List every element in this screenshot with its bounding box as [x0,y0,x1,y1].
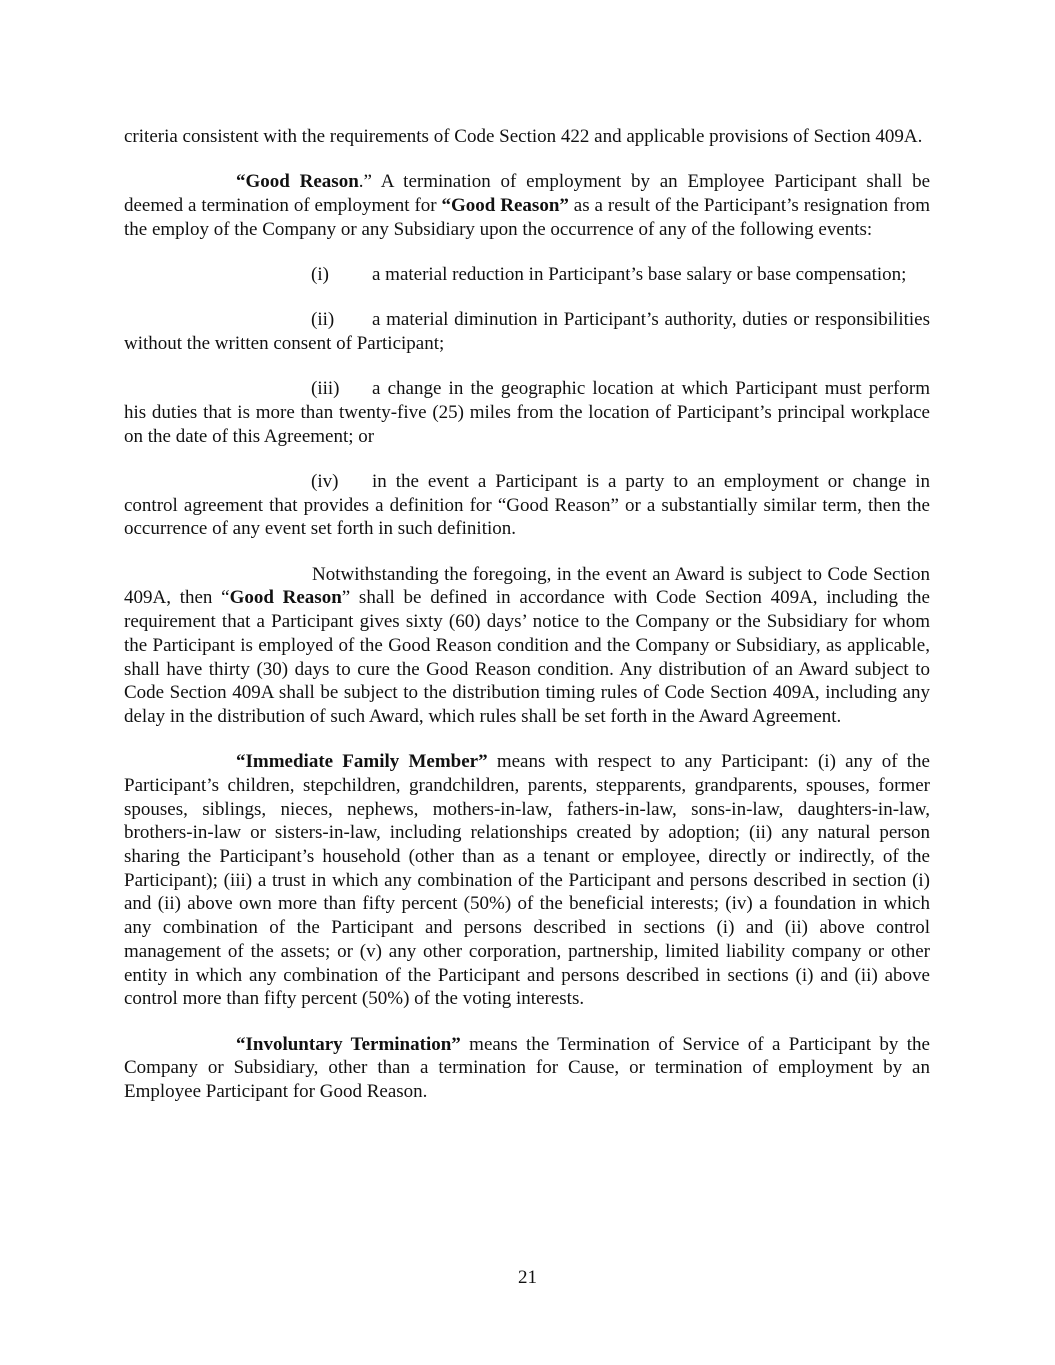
continuation-paragraph: criteria consistent with the requirements of Code Section 422 and applicable provisions of Section 409A. [124,126,923,147]
item-number: (ii) [311,309,335,331]
notwithstanding-term: Good Reason [229,587,342,609]
item-text: a material reduction in Participant’s base salary or base compensation; [372,264,907,285]
immediate-family-text: means with respect to any Participant: (i) any of the Participant’s children, stepchildren, grandchildren, parents, stepparents, grandparents, spouses, former spouses, siblings, nieces, nephews, mothers-in-law, fathers-in-law, sons-in-law, daughters-in-law, brothers-in-law or sisters-in-law, including relationships created by adoption; (ii) any natural person sharing the Participant’s household (other than as a tenant or employee, directly or indirectly, of the Participant); (iii) a trust in which any combination of the Participant and persons described in section (i) and (ii) above own more than fifty percent (50%) of the beneficial interests; (iv) a foundation in which any combination of the Participant and persons described in sections (i) and (ii) above control management of the assets; or (v) any other corporation, partnership, limited liability company or other entity in which any combination of the Participant and persons described in sections (i) and (ii) above control more than fifty percent (50%) of the voting interests. [124,751,930,1010]
notwithstanding-paragraph [124,563,930,729]
good-reason-text-2: as a result of the Participant’s resignation from the employ of the Company or any Subsidiary upon the occurrence of any of the following events: [124,195,930,240]
good-reason-item-iv [124,470,930,541]
item-number: (iii) [311,378,340,400]
immediate-family-definition [124,750,930,1011]
involuntary-termination-definition [124,1033,930,1104]
good-reason-term-2: “Good Reason” [441,195,569,216]
item-text: a material diminution in Participant’s authority, duties or responsibilities without the written consent of Participant; [124,309,930,354]
good-reason-item-ii [124,308,930,355]
document-body [124,125,930,1104]
item-text: a change in the geographic location at which Participant must perform his duties that is more than twenty-five (25) miles from the location of Participant’s principal workplace on the date of this Agreement; or [124,378,930,447]
good-reason-text-1: .” A termination of employment by an Employee Participant shall be deemed a termination of employment for [124,171,930,216]
good-reason-item-i [124,263,930,287]
page-number: 21 [518,1267,537,1288]
item-text: in the event a Participant is a party to an employment or change in control agreement that provides a definition for “Good Reason” or a substantially similar term, then the occurrence of any event set forth in such definition. [124,471,930,540]
good-reason-definition [124,170,930,241]
immediate-family-term: “Immediate Family Member” [236,751,488,773]
item-number: (iv) [311,471,339,492]
good-reason-term: “Good Reason [236,171,359,193]
notwithstanding-text-2: ” shall be defined in accordance with Code Section 409A, including the requirement that a Participant gives sixty (60) days’ notice to the Company or the Subsidiary for whom the Participant is employed of the Good Reason condition and the Company or Subsidiary, as applicable, shall have thirty (30) days to cure the Good Reason condition. Any distribution of an Award subject to Code Section 409A shall be subject to the distribution timing rules of Code Section 409A, including any delay in the distribution of such Award, which rules shall be set forth in the Award Agreement. [124,587,930,727]
notwithstanding-text-1: Notwithstanding the foregoing, in the event an Award is subject to Code Section 409A, then “ [124,563,930,609]
involuntary-termination-text: means the Termination of Service of a Participant by the Company or Subsidiary, other than a termination for Cause, or termination of employment by an Employee Participant for Good Reason. [124,1033,930,1102]
item-number: (i) [311,264,329,285]
involuntary-termination-term: “Involuntary Termination” [236,1033,461,1055]
good-reason-item-iii [124,377,930,448]
